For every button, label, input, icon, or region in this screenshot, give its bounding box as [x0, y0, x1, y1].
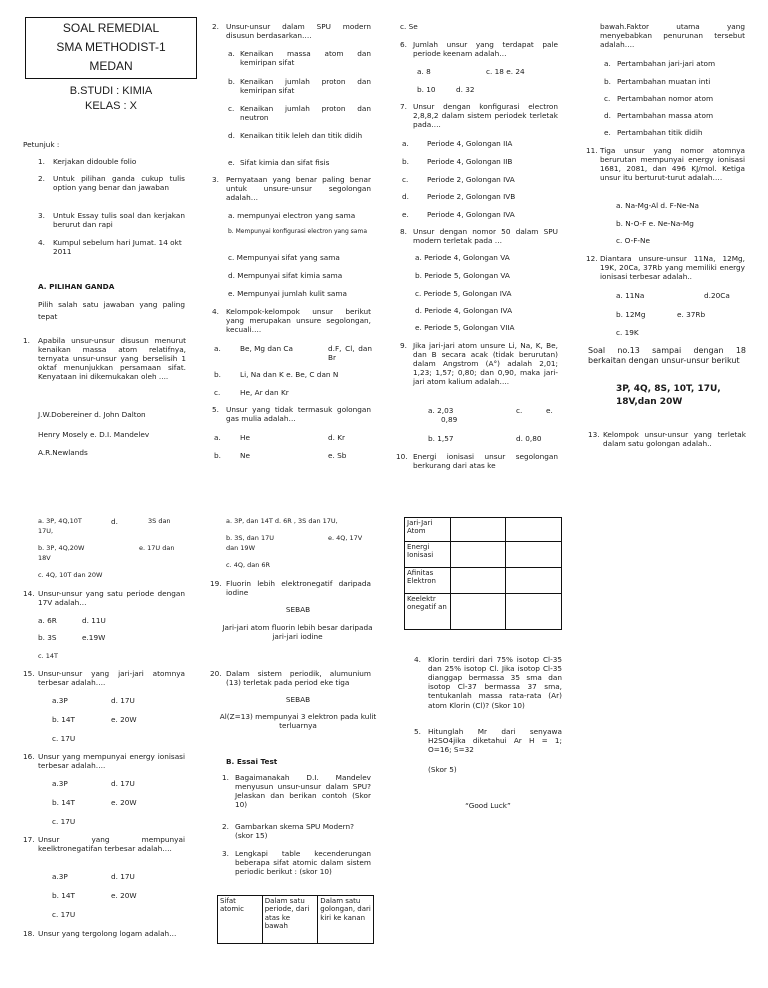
q7-letter-a: a. [402, 139, 409, 148]
soal13-intro: Soal no.13 sampai dengan 18 berkaitan dengan unsur-unsur berikut [588, 346, 746, 365]
class-line: KELAS : X [85, 100, 137, 112]
q15-option-b: b. 14T [52, 715, 76, 724]
title-line-2: SMA METHODIST-1 [56, 40, 166, 54]
table-cell [506, 542, 562, 568]
q10-text-start: Energi ionisasi unsur segolongan berkurang dari atas ke [413, 452, 558, 471]
q13-option-e: e. 17U dan [139, 544, 175, 552]
q2-option-d: Kenaikan titik leleh dan titik didih [240, 131, 363, 140]
q13-text: Kelompok unsur-unsur yang terletak dalam satu golongan adalah.. [603, 430, 746, 449]
table-row-label-3: Afinitas Elektron [405, 568, 451, 594]
q16-option-e: e. 20W [111, 798, 137, 807]
q18-option-c: c. 4Q, dan 6R [226, 561, 271, 569]
q3-text: Pernyataan yang benar paling benar untuk unsure-unsur segolongan adalah… [226, 175, 371, 203]
q15-text: Unsur-unsur yang jari-jari atomnya terbesar adalah…. [38, 669, 185, 688]
q6-option-c-e: c. 18 e. 24 [486, 67, 525, 76]
q3-option-c: c. Mempunyai sifat yang sama [228, 253, 340, 262]
q18-num: 18. [23, 929, 35, 938]
q1-option-b: Henry Mosely e. D.I. Mandelev [38, 430, 150, 439]
q10-text-cont: bawah.Faktor utama yang menyebabkan penurunan tersebut adalah…. [600, 22, 745, 50]
q10-opt-b-letter: b. [604, 77, 611, 86]
q5-opt-b-letter: b. [214, 451, 221, 460]
q8-option-b: b. Periode 5, Golongan VA [415, 271, 510, 280]
q14-option-d: d. 11U [82, 616, 106, 625]
q10-opt-a-letter: a. [604, 59, 611, 68]
q2-opt-a-letter: a. [228, 49, 235, 58]
q16-text: Unsur yang mempunyai energy ionisasi terbesar adalah…. [38, 752, 185, 771]
q15-option-c: c. 17U [52, 734, 76, 743]
q6-option-b: b. 10 [417, 85, 436, 94]
q20-reason: Al(Z=13) mempunyai 3 elektron pada kulit terluarnya [219, 712, 377, 731]
instruction-item-2: Untuk pilihan ganda cukup tulis option yang benar dan jawaban [53, 174, 185, 193]
good-luck: “Good Luck” [465, 801, 511, 810]
table-head-periode: Dalam satu periode, dari atas ke bawah [262, 896, 318, 944]
q4-option-b: Li, Na dan K e. Be, C dan N [240, 370, 339, 379]
q9-option-c: c. [516, 406, 523, 415]
q16-option-b: b. 14T [52, 798, 76, 807]
q7-letter-b: b. [402, 157, 409, 166]
q10-opt-d-letter: d. [604, 111, 611, 120]
q8-option-e: e. Periode 5, Golongan VIIA [415, 323, 515, 332]
q7-letter-d: d. [402, 192, 409, 201]
q5-text: Unsur yang tidak termasuk golongan gas mulia adalah… [226, 405, 371, 424]
q2-option-c: Kenaikan jumlah proton dan neutron [240, 104, 371, 123]
q7-option-b: Periode 4, Golongan IIB [427, 157, 513, 166]
q7-option-c: Periode 2, Golongan IVA [427, 175, 515, 184]
q4-opt-a-letter: a. [214, 344, 221, 353]
q3-option-b: b. Mempunyai konfigurasi electron yang sama [228, 228, 368, 235]
q10-option-c: Pertambahan nomor atom [617, 94, 714, 103]
q20-num: 20. [210, 669, 222, 678]
q16-num: 16. [23, 752, 35, 761]
title-line-1: SOAL REMEDIAL [62, 21, 160, 35]
q3-option-a: a. mempunyai electron yang sama [228, 211, 356, 220]
q2-option-b: Kenaikan jumlah proton dan kemiripan sifat [240, 77, 371, 96]
q17-text: Unsur yang mempunyai keelktronegatifan terbesar adalah…. [38, 835, 185, 854]
q13-option-d-cont: 17U, [38, 527, 54, 535]
q20-text: Dalam sistem periodik, alumunium (13) terletak pada period eke tiga [226, 669, 371, 688]
q2-opt-c-letter: c. [228, 104, 235, 113]
q13-num: 13. [588, 430, 600, 439]
q6-option-a: a. 8 [417, 67, 431, 76]
q15-option-e: e. 20W [111, 715, 137, 724]
section-a-instruction: Pilih salah satu jawaban yang paling tepat [38, 300, 185, 322]
q4-option-c: He, Ar dan Kr [240, 388, 289, 397]
q18-text: Unsur yang tergolong logam adalah… [38, 929, 177, 938]
q11-option-b: b. N-O-F e. Ne-Na-Mg [616, 219, 694, 228]
q1-text: Apabila unsur-unsur disusun menurut kenaikan massa atom relatifnya, ternyata unsur-unsur yang berselisih 1 oktaf menunjukkan persamaan sifat. Kenyataan ini dikemukakan oleh .... [38, 336, 186, 382]
instructions-title: Petunjuk : [23, 140, 60, 149]
q9-option-a: a. 2,03 [428, 406, 454, 415]
q9-option-a2: 0,89 [441, 415, 458, 424]
q6-num: 6. [400, 40, 407, 49]
q8-num: 8. [400, 227, 407, 236]
q13-option-b: b. 3P, 4Q,20W [38, 544, 85, 552]
q11-text: Tiga unsur yang nomor atomnya berurutan mempunyai energy ionisasi 1681, 2081, dan 496 KJ/mol. Ketiga unsur itu berturut-turut adalah…. [600, 146, 745, 183]
soal13-elements: 3P, 4Q, 8S, 10T, 17U, 18V,dan 20W [616, 384, 721, 407]
subject-line: B.STUDI : KIMIA [69, 85, 153, 97]
q14-text: Unsur-unsur yang satu periode dengan 17V adalah… [38, 589, 185, 608]
q3-option-d: d. Mempunyai sifat kimia sama [228, 271, 343, 280]
q18-option-e-cont: dan 19W [226, 544, 255, 552]
table-row-label-4: Keelektr onegatif an [405, 594, 451, 630]
title-box [25, 17, 197, 79]
q12-option-a: a. 11Na [616, 291, 645, 300]
q3-option-e: e. Mempunyai jumlah kulit sama [228, 289, 347, 298]
essay-item-5: Hitunglah Mr dari senyawa H2SO4jika diketahui Ar H = 1; O=16; S=32 [428, 727, 562, 755]
q7-letter-c: c. [402, 175, 409, 184]
q16-option-c: c. 17U [52, 817, 76, 826]
q14-option-a: a. 6R [38, 616, 57, 625]
q7-option-d: Periode 2, Golongan IVB [427, 192, 516, 201]
q14-num: 14. [23, 589, 35, 598]
q9-option-e: e. [546, 406, 553, 415]
essay3-num: 3. [222, 849, 229, 858]
q12-option-c: c. 19K [616, 328, 639, 337]
q7-letter-e: e. [402, 210, 409, 219]
q17-option-d: d. 17U [111, 872, 135, 881]
table-cell [450, 542, 506, 568]
q10-option-a: Pertambahan jari-jari atom [617, 59, 716, 68]
q18-options-line-1: a. 3P, dan 14T d. 6R , 3S dan 17U, [226, 517, 338, 525]
q11-num: 11. [586, 146, 598, 155]
q7-option-a: Periode 4, Golongan IIA [427, 139, 513, 148]
q13-option-c: c. 4Q, 10T dan 20W [38, 571, 103, 579]
q14-option-b: b. 3S [38, 633, 57, 642]
q5-option-b: Ne [240, 451, 250, 460]
q2-opt-e-letter: e. [228, 158, 235, 167]
q14-option-e: e.19W [82, 633, 106, 642]
q13-option-d: 3S dan [148, 517, 171, 525]
q15-num: 15. [23, 669, 35, 678]
q10-option-b: Pertambahan muatan inti [617, 77, 711, 86]
q17-option-c: c. 17U [52, 910, 76, 919]
instr-num-1: 1. [38, 157, 45, 166]
q18-option-b: b. 3S, dan 17U [226, 534, 274, 542]
q1-num: 1. [23, 336, 30, 345]
q14-option-c: c. 14T [38, 652, 58, 660]
q19-text: Fluorin lebih elektronegatif daripada iodine [226, 579, 371, 598]
q6-text: Jumlah unsur yang terdapat pale periode keenam adalah… [413, 40, 558, 59]
q4-opt-b-letter: b. [214, 370, 221, 379]
q4-opt-c-letter: c. [214, 388, 221, 397]
q12-option-b: b. 12Mg [616, 310, 646, 319]
q4-option-d: d.F, Cl, dan Br [328, 344, 372, 363]
q2-option-a: Kenaikan massa atom dan kemiripan sifat [240, 49, 371, 68]
instruction-item-1: Kerjakan didouble folio [53, 157, 137, 166]
q10-opt-c-letter: c. [604, 94, 611, 103]
essay1-num: 1. [222, 773, 229, 782]
essay-item-4: Klorin terdiri dari 75% isotop Cl-35 dan 25% isotop Cl. Jika isotop Cl-35 dianggap bermassa 35 sma dan isotop Cl-37 bermassa 37 sma, tentukanlah massa rata-rata (Ar) atom Klorin (Cl)? (Skor 10) [428, 655, 562, 710]
essay-item-1: Bagaimanakah D.I. Mandelev menyusun unsur-unsur dalam SPU? Jelaskan dan berikan contoh (Skor 10) [235, 773, 371, 810]
table-head-sifat: Sifat atomic [218, 896, 263, 944]
q9-num: 9. [400, 341, 407, 350]
instruction-item-4: Kumpul sebelum hari Jumat. 14 okt 2011 [53, 238, 182, 257]
q12-num: 12. [586, 254, 598, 263]
q17-option-b: b. 14T [52, 891, 76, 900]
q7-text: Unsur dengan konfigurasi electron 2,8,8,2 dalam sistem periodek terletak pada…. [413, 102, 558, 130]
instr-num-2: 2. [38, 174, 45, 183]
q10-option-d: Pertambahan massa atom [617, 111, 714, 120]
essay-item-3: Lengkapi table kecenderungan beberapa sifat atomic dalam sistem periodic berikut : (skor 10) [235, 849, 371, 877]
q2-opt-d-letter: d. [228, 131, 235, 140]
table-row-label-1: Jari-Jari Atom [405, 518, 451, 542]
q2-text: Unsur-unsur dalam SPU modern disusun berdasarkan…. [226, 22, 371, 41]
q1-option-a: J.W.Dobereiner d. John Dalton [38, 410, 146, 419]
q15-option-a: a.3P [52, 696, 68, 705]
q4-num: 4. [212, 307, 219, 316]
q4-option-a: Be, Mg dan Ca [240, 344, 293, 353]
q9-text: Jika jari-jari atom unsure Li, Na, K, Be, dan B secara acak (tidak berurutan) dalam Angstrom (A°) adalah 2,01; 1,23; 1,57; 0,80; dan 0,90, maka jari-jari atom kalium adalah…. [413, 341, 558, 387]
q19-reason: Jari-jari atom fluorin lebih besar daripada jari-jari iodine [222, 623, 373, 642]
q17-option-a: a.3P [52, 872, 68, 881]
section-b-title: B. Essai Test [226, 757, 278, 766]
q7-num: 7. [400, 102, 407, 111]
table-cell [506, 594, 562, 630]
section-a-title: A. PILIHAN GANDA [38, 282, 115, 291]
table-cell [506, 568, 562, 594]
q20-sebab: SEBAB [285, 695, 311, 704]
q5-option-e: e. Sb [328, 451, 347, 460]
q2-option-e: Sifat kimia dan sifat fisis [240, 158, 330, 167]
q5-option-a: He [240, 433, 250, 442]
q12-option-e: e. 37Rb [677, 310, 706, 319]
q8-text: Unsur dengan nomor 50 dalam SPU modern terletak pada … [413, 227, 558, 246]
q5-option-c: c. Se [400, 22, 418, 31]
table-cell [506, 518, 562, 542]
table-head-golongan: Dalam satu golongan, dari kiri ke kanan [318, 896, 374, 944]
instr-num-4: 4. [38, 238, 45, 247]
q5-option-d: d. Kr [328, 433, 346, 442]
q15-option-d: d. 17U [111, 696, 135, 705]
q12-option-d: d.20Ca [704, 291, 730, 300]
table-row-label-2: Energi Ionisasi [405, 542, 451, 568]
table-cell [450, 518, 506, 542]
essay4-num: 4. [414, 655, 421, 664]
q19-num: 19. [210, 579, 222, 588]
title-line-3: MEDAN [89, 59, 133, 73]
q19-sebab: SEBAB [285, 605, 311, 614]
sifat-table-body [404, 517, 562, 630]
q16-option-a: a.3P [52, 779, 68, 788]
q7-option-e: Periode 4, Golongan IVA [427, 210, 515, 219]
q8-option-a: a. Periode 4, Golongan VA [415, 253, 510, 262]
q10-num: 10. [396, 452, 408, 461]
q6-option-d: d. 32 [456, 85, 475, 94]
q13-option-a: a. 3P, 4Q,10T [38, 517, 82, 525]
q8-option-d: d. Periode 4, Golongan IVA [415, 306, 513, 315]
essay2-num: 2. [222, 822, 229, 831]
essay5-score: (Skor 5) [428, 765, 457, 774]
q11-option-a: a. Na-Mg-Al d. F-Ne-Na [616, 201, 700, 210]
q4-text: Kelompok-kelompok unsur berikut yang merupakan unsure segolongan, kecuali…. [226, 307, 371, 335]
q3-num: 3. [212, 175, 219, 184]
q2-opt-b-letter: b. [228, 77, 235, 86]
q10-option-e: Pertambahan titik didih [617, 128, 703, 137]
q13-option-d-letter: d. [111, 517, 118, 526]
q13-option-e-cont: 18V [38, 554, 51, 562]
q17-option-e: e. 20W [111, 891, 137, 900]
q9-option-d: d. 0,80 [516, 434, 542, 443]
essay5-num: 5. [414, 727, 421, 736]
q17-num: 17. [23, 835, 35, 844]
q18-option-e: e. 4Q, 17V [328, 534, 363, 542]
q12-text: Diantara unsure-unsur 11Na, 12Mg, 19K, 20Ca, 37Rb yang memiliki energy ionisasi terbesar adalah.. [600, 254, 745, 282]
sifat-table-header [217, 895, 374, 944]
q8-option-c: c. Periode 5, Golongan IVA [415, 289, 512, 298]
q5-opt-a-letter: a. [214, 433, 221, 442]
essay-item-2: Gambarkan skema SPU Modern? (skor 15) [235, 822, 354, 841]
q11-option-c: c. O-F-Ne [616, 236, 651, 245]
q2-num: 2. [212, 22, 219, 31]
table-cell [450, 568, 506, 594]
q5-num: 5. [212, 405, 219, 414]
q1-option-c: A.R.Newlands [38, 448, 88, 457]
instruction-item-3: Untuk Essay tulis soal dan kerjakan berurut dan rapi [53, 211, 185, 230]
table-cell [450, 594, 506, 630]
q16-option-d: d. 17U [111, 779, 135, 788]
q9-option-b: b. 1,57 [428, 434, 454, 443]
q10-opt-e-letter: e. [604, 128, 611, 137]
instr-num-3: 3. [38, 211, 45, 220]
